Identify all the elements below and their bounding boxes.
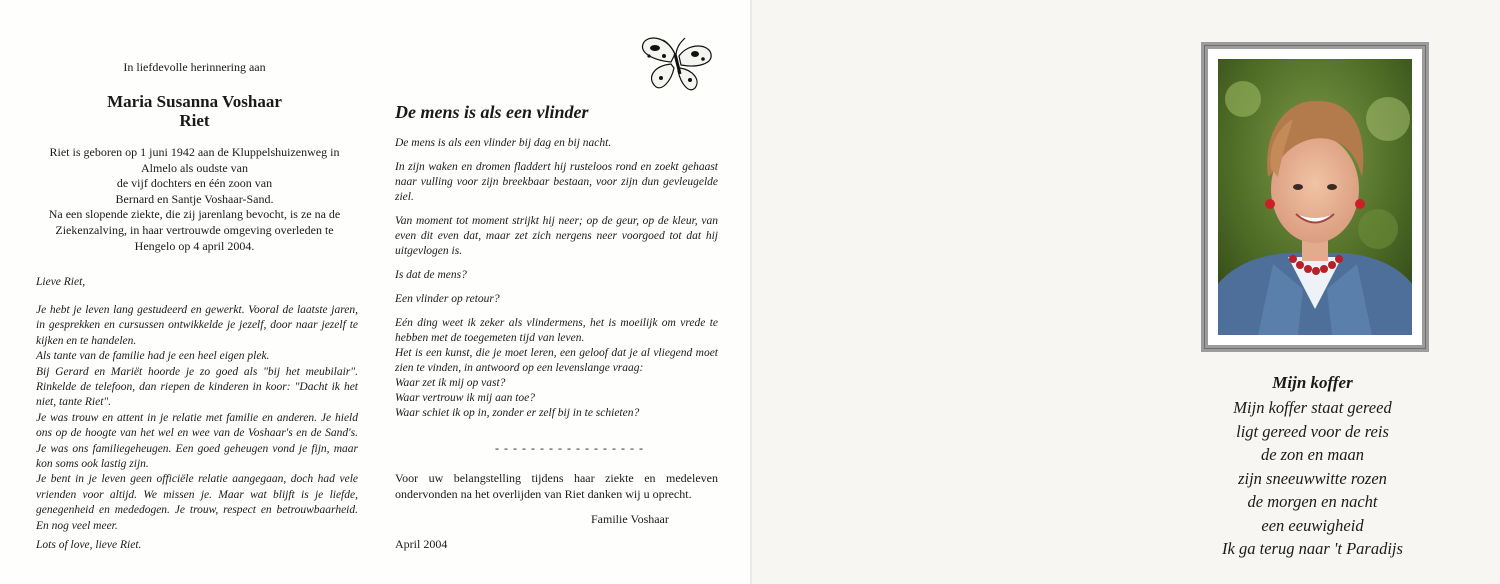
bio-line: Hengelo op 4 april 2004. <box>134 238 255 253</box>
thanks-text: Voor uw belangstelling tijdens haar ziekte en medeleven ondervonden na het overlijden van Riet danken wij u oprecht. <box>395 471 718 501</box>
letter-greeting: Lieve Riet, <box>36 276 86 288</box>
verse-line: een eeuwigheid <box>1261 515 1364 535</box>
intro-text: In liefdevolle herinnering aan <box>123 60 266 74</box>
verse-line: Ik ga terug naar 't Paradijs <box>1222 539 1403 558</box>
poem-closing-line: Waar vertrouw ik mij aan toe? <box>395 392 536 404</box>
deceased-name: Maria Susanna Voshaar <box>107 92 282 111</box>
bio-line: Ziekenzalving, in haar vertrouwde omgeving overleden te <box>55 222 334 237</box>
portrait-photo <box>1218 59 1412 335</box>
biography <box>28 145 361 254</box>
deceased-nickname: Riet <box>179 111 210 130</box>
letter-body <box>36 303 358 534</box>
deceased-name-block <box>28 92 361 130</box>
card-date: April 2004 <box>395 537 448 551</box>
poem-closing-line: Waar zet ik mij op vast? <box>395 377 506 389</box>
poem-body <box>395 136 718 421</box>
bio-line: Na een slopende ziekte, die zij jarenlang bevocht, is ze na de <box>48 207 341 222</box>
poem-stanza: Een vlinder op retour? <box>395 293 500 305</box>
letter-paragraph: Je bent in je leven geen officiële relatie aangegaan, doch had vele vrienden voor altijd. We missen je. Maar wat blijft is je liefde, genegenheid en mededogen. Je trouw, respect en betrouwbaarheid. En nog veel meer. <box>36 473 358 532</box>
poem-closing-line: Waar schiet ik op in, zonder er zelf bij in te schieten? <box>395 407 640 419</box>
photo-frame <box>1201 42 1429 352</box>
left-panel-memorial <box>0 0 375 584</box>
verse-title: Mijn koffer <box>1272 373 1353 392</box>
poem-stanza: In zijn waken en dromen fladdert hij rusteloos rond en zoekt gehaast naar vulling voor zijn breekbaar bestaan, voor zijn dun gevleugelde ziel. <box>395 161 718 203</box>
divider: - - - - - - - - - - - - - - - - - <box>495 441 644 455</box>
middle-panel-poem <box>375 0 750 584</box>
poem-stanza: Is dat de mens? <box>395 269 467 281</box>
right-panel-portrait <box>1125 0 1500 584</box>
bio-line: de vijf dochters en één zoon van <box>116 176 273 191</box>
butterfly-icon <box>637 34 715 96</box>
verse-line: Mijn koffer staat gereed <box>1233 398 1392 417</box>
verse-line: de morgen en nacht <box>1247 492 1378 511</box>
verse-line: de zon en maan <box>1260 445 1365 464</box>
poem-closing-line: Eén ding weet ik zeker als vlindermens, het is moeilijk om vrede te hebben met de toegemeten tijd van leven. <box>395 317 718 344</box>
bio-line: Riet is geboren op 1 juni 1942 aan de Kluppelshuizenweg in <box>49 145 340 159</box>
letter-paragraph: Je was trouw en attent in je relatie met familie en anderen. Je hield ons op de hoogte van het wel en wee van de Voshaar's en de Sand's. Je was ons familiegeheugen. Een goed geheugen vond je fijn, maar kon soms ook lastig zijn. <box>36 411 358 471</box>
poem-closing-line: Het is een kunst, die je moet leren, een geloof dat je al vliegend moet zien te vinden, in antwoord op een levenslange vraag: <box>395 347 718 374</box>
family-signature: Familie Voshaar <box>591 512 669 526</box>
verse-line: zijn sneeuwwitte rozen <box>1238 468 1387 488</box>
poem-title: De mens is als een vlinder <box>395 102 589 122</box>
bio-line: Almelo als oudste van <box>141 160 248 175</box>
blank-panel <box>752 0 1125 584</box>
poem-stanza: De mens is als een vlinder bij dag en bij nacht. <box>395 137 612 149</box>
bio-line: Bernard en Santje Voshaar-Sand. <box>115 191 274 206</box>
letter-signoff: Lots of love, lieve Riet. <box>36 539 142 551</box>
letter-paragraph: Als tante van de familie had je een heel eigen plek. <box>36 350 270 363</box>
verse-line: ligt gereed voor de reis <box>1236 421 1389 441</box>
poem-stanza: Van moment tot moment strijkt hij neer; op de geur, op de kleur, van even dit even dat, maar zet zich nergens neer voorgoed tot dat hij uitgevlogen is. <box>395 215 718 257</box>
letter-paragraph: Je hebt je leven lang gestudeerd en gewerkt. Vooral de laatste jaren, in gesprekken en cursussen ontwikkelde je jezelf, door naar jezelf te kijken en te handelen. <box>36 304 358 347</box>
verse-body <box>1125 396 1500 561</box>
letter-paragraph: Bij Gerard en Mariët hoorde je zo goed als "bij het meubilair". Rinkelde de telefoon, dan riepen de kinderen in koor: "Dacht ik het niet, tante Riet". <box>36 365 358 409</box>
